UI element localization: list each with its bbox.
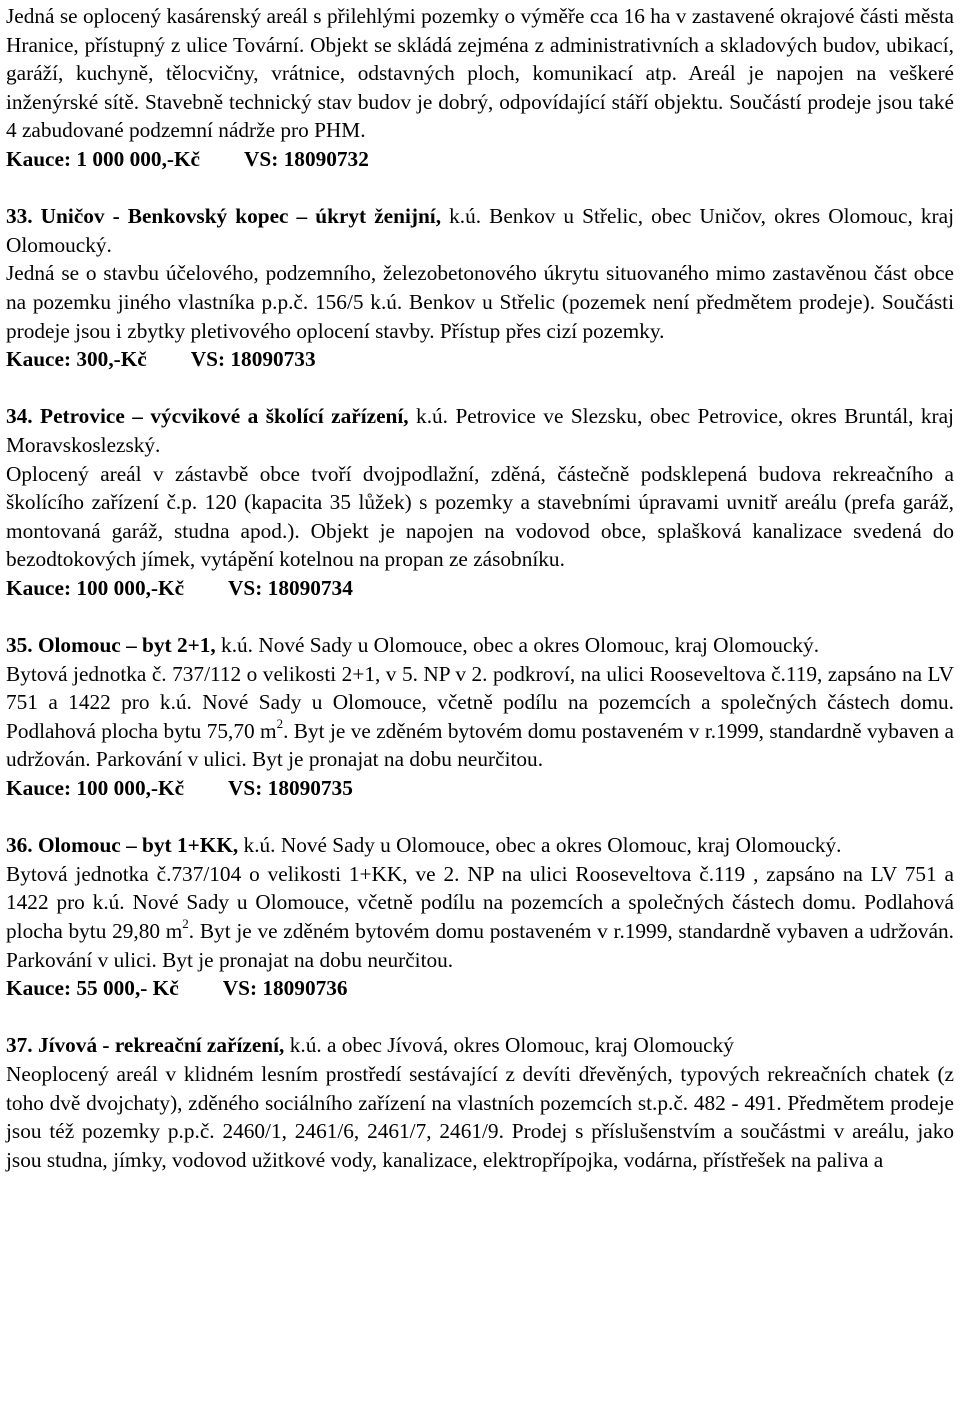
item-36-description-pre: Bytová jednotka č.737/104 o velikosti 1+KK, ve 2. NP na ulici Rooseveltova č.119 , zapsáno na LV 751 a 1422 pro k.ú. Nové Sady u Olomouce, včetně podílu na pozemcích a společných částech domu. Podlahová plocha bytu 29,80 m [6,861,954,943]
item-34-vs: VS: 18090734 [228,575,353,600]
item-34-description: Oplocený areál v zástavbě obce tvoří dvojpodlažní, zděná, částečně podsklepená budova rekreačního a školícího zařízení č.p. 120 (kapacita 35 lůžek) s pozemky a stavebními úpravami uvnitř areálu (prefa garáž, montovaná garáž, studna apod.). Objekt je napojen na vodovod obce, splašková kanalizace svedená do bezodtokových jímek, vytápění kotelnou na propan ze zásobníku. [6,461,954,572]
item-35-vs: VS: 18090735 [228,776,353,801]
item-35-location: k.ú. Nové Sady u Olomouce, obec a okres Olomouc, kraj Olomoucký. [215,633,820,658]
item-37-description: Neoplocený areál v klidném lesním prostředí sestávající z devíti dřevěných, typových rekreačních chatek (z toho dvě dvojchaty), zděného sociálního zařízení na vlastních pozemcích st.p.č. 482 - 491. Předmětem prodeje jsou též pozemky p.p.č. 2460/1, 2461/6, 2461/7, 2461/9. Prodej s příslušenstvím a součástmi v areálu, jako jsou studna, jímky, vodovod užitkové vody, kanalizace, elektropřípojka, vodárna, přístřešek na paliva a [6,1061,954,1172]
intro-paragraph: Jedná se oplocený kasárenský areál s přilehlými pozemky o výměře cca 16 ha v zastavené okrajové části města Hranice, přístupný z ulice Tovární. Objekt se skládá zejména z administrativních a skladových budov, ubikací, garáží, kuchyně, tělocvičny, vrátnice, odstavných ploch, komunikací atp. Areál je napojen na veškeré inženýrské sítě. Stavebně technický stav budov je dobrý, odpovídající stáří objektu. Součástí prodeje jsou také 4 zabudované podzemní nádrže pro PHM. [6,4,954,143]
item-33-kauce-line [6,345,954,374]
item-33-kauce: Kauce: 300,-Kč [6,347,147,372]
item-33-title: 33. Uničov - Benkovský kopec – úkryt ženijní, [6,204,442,229]
item-33-heading [6,202,954,259]
item-36-area-unit-exponent: 2 [182,915,189,931]
intro-kauce-line [6,145,954,174]
item-36-kauce: Kauce: 55 000,- Kč [6,976,179,1001]
item-36-description-post: . Byt je ve zděném bytovém domu postaveném v r.1999, standardně vybaven a udržován. Parkování v ulici. Byt je pronajat na dobu neurčitou. [6,919,954,972]
item-34-kauce: Kauce: 100 000,-Kč [6,575,185,600]
item-37-location: k.ú. a obec Jívová, okres Olomouc, kraj Olomoucký [284,1033,734,1058]
item-34-location: k.ú. Petrovice ve Slezsku, obec Petrovice, okres Bruntál, kraj Moravskoslezský. [6,404,954,457]
item-33-vs: VS: 18090733 [190,347,316,372]
item-33-description: Jedná se o stavbu účelového, podzemního, železobetonového úkrytu situovaného mimo zastavěnou část obce na pozemku jiného vlastníka p.p.č. 156/5 k.ú. Benkov u Střelic (pozemek není předmětem prodeje). Součásti prodeje jsou i zbytky pletivového oplocení stavby. Přístup přes cizí pozemky. [6,261,954,343]
spacer [6,803,954,832]
spacer [6,602,954,631]
item-33-location: k.ú. Benkov u Střelic, obec Uničov, okres Olomouc, kraj Olomoucký. [6,204,955,257]
item-37-heading [6,1031,954,1060]
item-36-kauce-line [6,974,954,1003]
item-35-description [6,660,954,774]
spacer [6,174,954,203]
item-35-title: 35. Olomouc – byt 2+1, [6,633,216,658]
spacer [6,1003,954,1032]
item-34-heading [6,402,954,459]
item-36-heading [6,831,954,860]
intro-vs: VS: 18090732 [244,146,369,171]
item-37-title: 37. Jívová - rekreační zařízení, [6,1033,285,1058]
item-34-title: 34. Petrovice – výcvikové a školící zařízení, [6,404,409,429]
intro-kauce: Kauce: 1 000 000,-Kč [6,146,201,171]
spacer [6,374,954,403]
item-36-description [6,860,954,974]
item-35-description-pre: Bytová jednotka č. 737/112 o velikosti 2+1, v 5. NP v 2. podkroví, na ulici Rooseveltova č.119, zapsáno na LV 751 a 1422 pro k.ú. Nové Sady u Olomouce, včetně podílu na pozemcích a společných částech domu. Podlahová plocha bytu 75,70 m [6,661,954,743]
item-34-kauce-line [6,574,954,603]
item-35-kauce-line [6,774,954,803]
item-36-location: k.ú. Nové Sady u Olomouce, obec a okres Olomouc, kraj Olomoucký. [238,833,842,858]
document-page [6,2,954,1174]
item-36-title: 36. Olomouc – byt 1+KK, [6,833,239,858]
item-35-heading [6,631,954,660]
item-35-description-post: . Byt je ve zděném bytovém domu postaveném v r.1999, standardně vybaven a udržován. Parkování v ulici. Byt je pronajat na dobu neurčitou. [6,718,954,772]
item-35-kauce: Kauce: 100 000,-Kč [6,776,185,801]
item-36-vs: VS: 18090736 [222,976,348,1001]
item-35-area-unit-exponent: 2 [276,715,284,731]
